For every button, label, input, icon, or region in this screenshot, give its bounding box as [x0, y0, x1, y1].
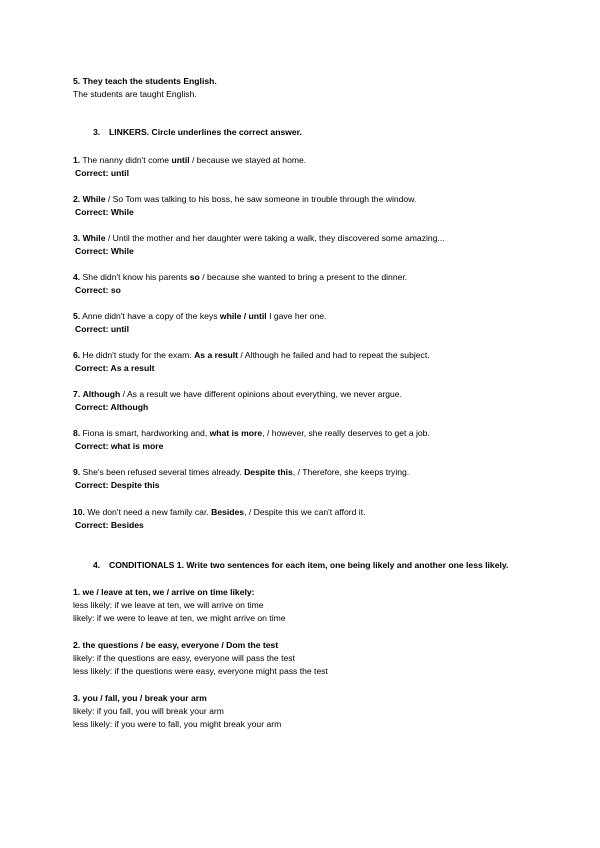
conditional-answer-1: likely: if you fall, you will break your arm: [73, 706, 224, 716]
conditional-prompt: 1. we / leave at ten, we / arrive on time likely:: [73, 587, 255, 597]
linker-correct-answer: Correct: until: [75, 324, 129, 334]
linker-correct-answer: Correct: As a result: [75, 363, 155, 373]
conditional-prompt: 3. you / fall, you / break your arm: [73, 693, 207, 703]
linker-item-6: [73, 349, 553, 375]
conditionals-heading-number: 4.: [93, 560, 101, 570]
linker-question: 10. We don't need a new family car. Besides, / Despite this we can't afford it.: [73, 507, 366, 517]
linker-item-7: [73, 388, 553, 414]
conditional-answer-1: less likely: if we leave at ten, we will arrive on time: [73, 600, 264, 610]
linker-item-10: [73, 506, 553, 532]
linker-correct-answer: Correct: Although: [75, 402, 149, 412]
linker-correct-answer: Correct: While: [75, 246, 134, 256]
conditionals-heading: [93, 559, 533, 572]
conditional-prompt: 2. the questions / be easy, everyone / Dom the test: [73, 640, 279, 650]
linker-question: 7. Although / As a result we have different opinions about everything, we never argue.: [73, 389, 402, 399]
linker-question: 6. He didn't study for the exam. As a result / Although he failed and had to repeat the subject.: [73, 350, 430, 360]
linker-item-1: [73, 154, 553, 180]
linker-question: 4. She didn't know his parents so / because she wanted to bring a present to the dinner.: [73, 272, 408, 282]
passive-item-5: [73, 75, 553, 101]
linker-correct-answer: Correct: what is more: [75, 441, 164, 451]
conditional-item-3: [73, 692, 553, 731]
linker-item-2: [73, 193, 553, 219]
linker-question: 1. The nanny didn't come until / because we stayed at home.: [73, 155, 307, 165]
conditional-answer-2: less likely: if you were to fall, you might break your arm: [73, 719, 282, 729]
linker-item-9: [73, 466, 553, 492]
linker-question: 3. While / Until the mother and her daughter were taking a walk, they discovered some amazing...: [73, 233, 445, 243]
linker-item-8: [73, 427, 553, 453]
passive-item-5-answer: The students are taught English.: [73, 89, 197, 99]
linker-item-5: [73, 310, 553, 336]
conditional-answer-2: less likely: if the questions were easy, everyone might pass the test: [73, 666, 328, 676]
linkers-heading-title: LINKERS. Circle underlines the correct answer.: [109, 127, 302, 137]
linkers-heading-number: 3.: [93, 127, 101, 137]
linker-question: 9. She's been refused several times already. Despite this, / Therefore, she keeps trying.: [73, 467, 410, 477]
passive-item-5-prompt: 5. They teach the students English.: [73, 76, 217, 86]
linker-question: 8. Fiona is smart, hardworking and, what is more, / however, she really deserves to get a job.: [73, 428, 430, 438]
conditionals-heading-title: CONDITIONALS 1. Write two sentences for each item, one being likely and another one less likely.: [109, 560, 509, 570]
linker-correct-answer: Correct: so: [75, 285, 121, 295]
linker-question: 2. While / So Tom was talking to his boss, he saw someone in trouble through the window.: [73, 194, 417, 204]
conditional-answer-2: likely: if we were to leave at ten, we might arrive on time: [73, 613, 286, 623]
linker-item-4: [73, 271, 553, 297]
conditional-item-1: [73, 586, 553, 625]
conditional-item-2: [73, 639, 553, 678]
conditional-answer-1: likely: if the questions are easy, everyone will pass the test: [73, 653, 295, 663]
linker-correct-answer: Correct: until: [75, 168, 129, 178]
linkers-heading: [93, 126, 302, 139]
linker-correct-answer: Correct: Despite this: [75, 480, 160, 490]
linker-question: 5. Anne didn't have a copy of the keys while / until I gave her one.: [73, 311, 327, 321]
linker-correct-answer: Correct: Besides: [75, 520, 144, 530]
linker-correct-answer: Correct: While: [75, 207, 134, 217]
linker-item-3: [73, 232, 553, 258]
